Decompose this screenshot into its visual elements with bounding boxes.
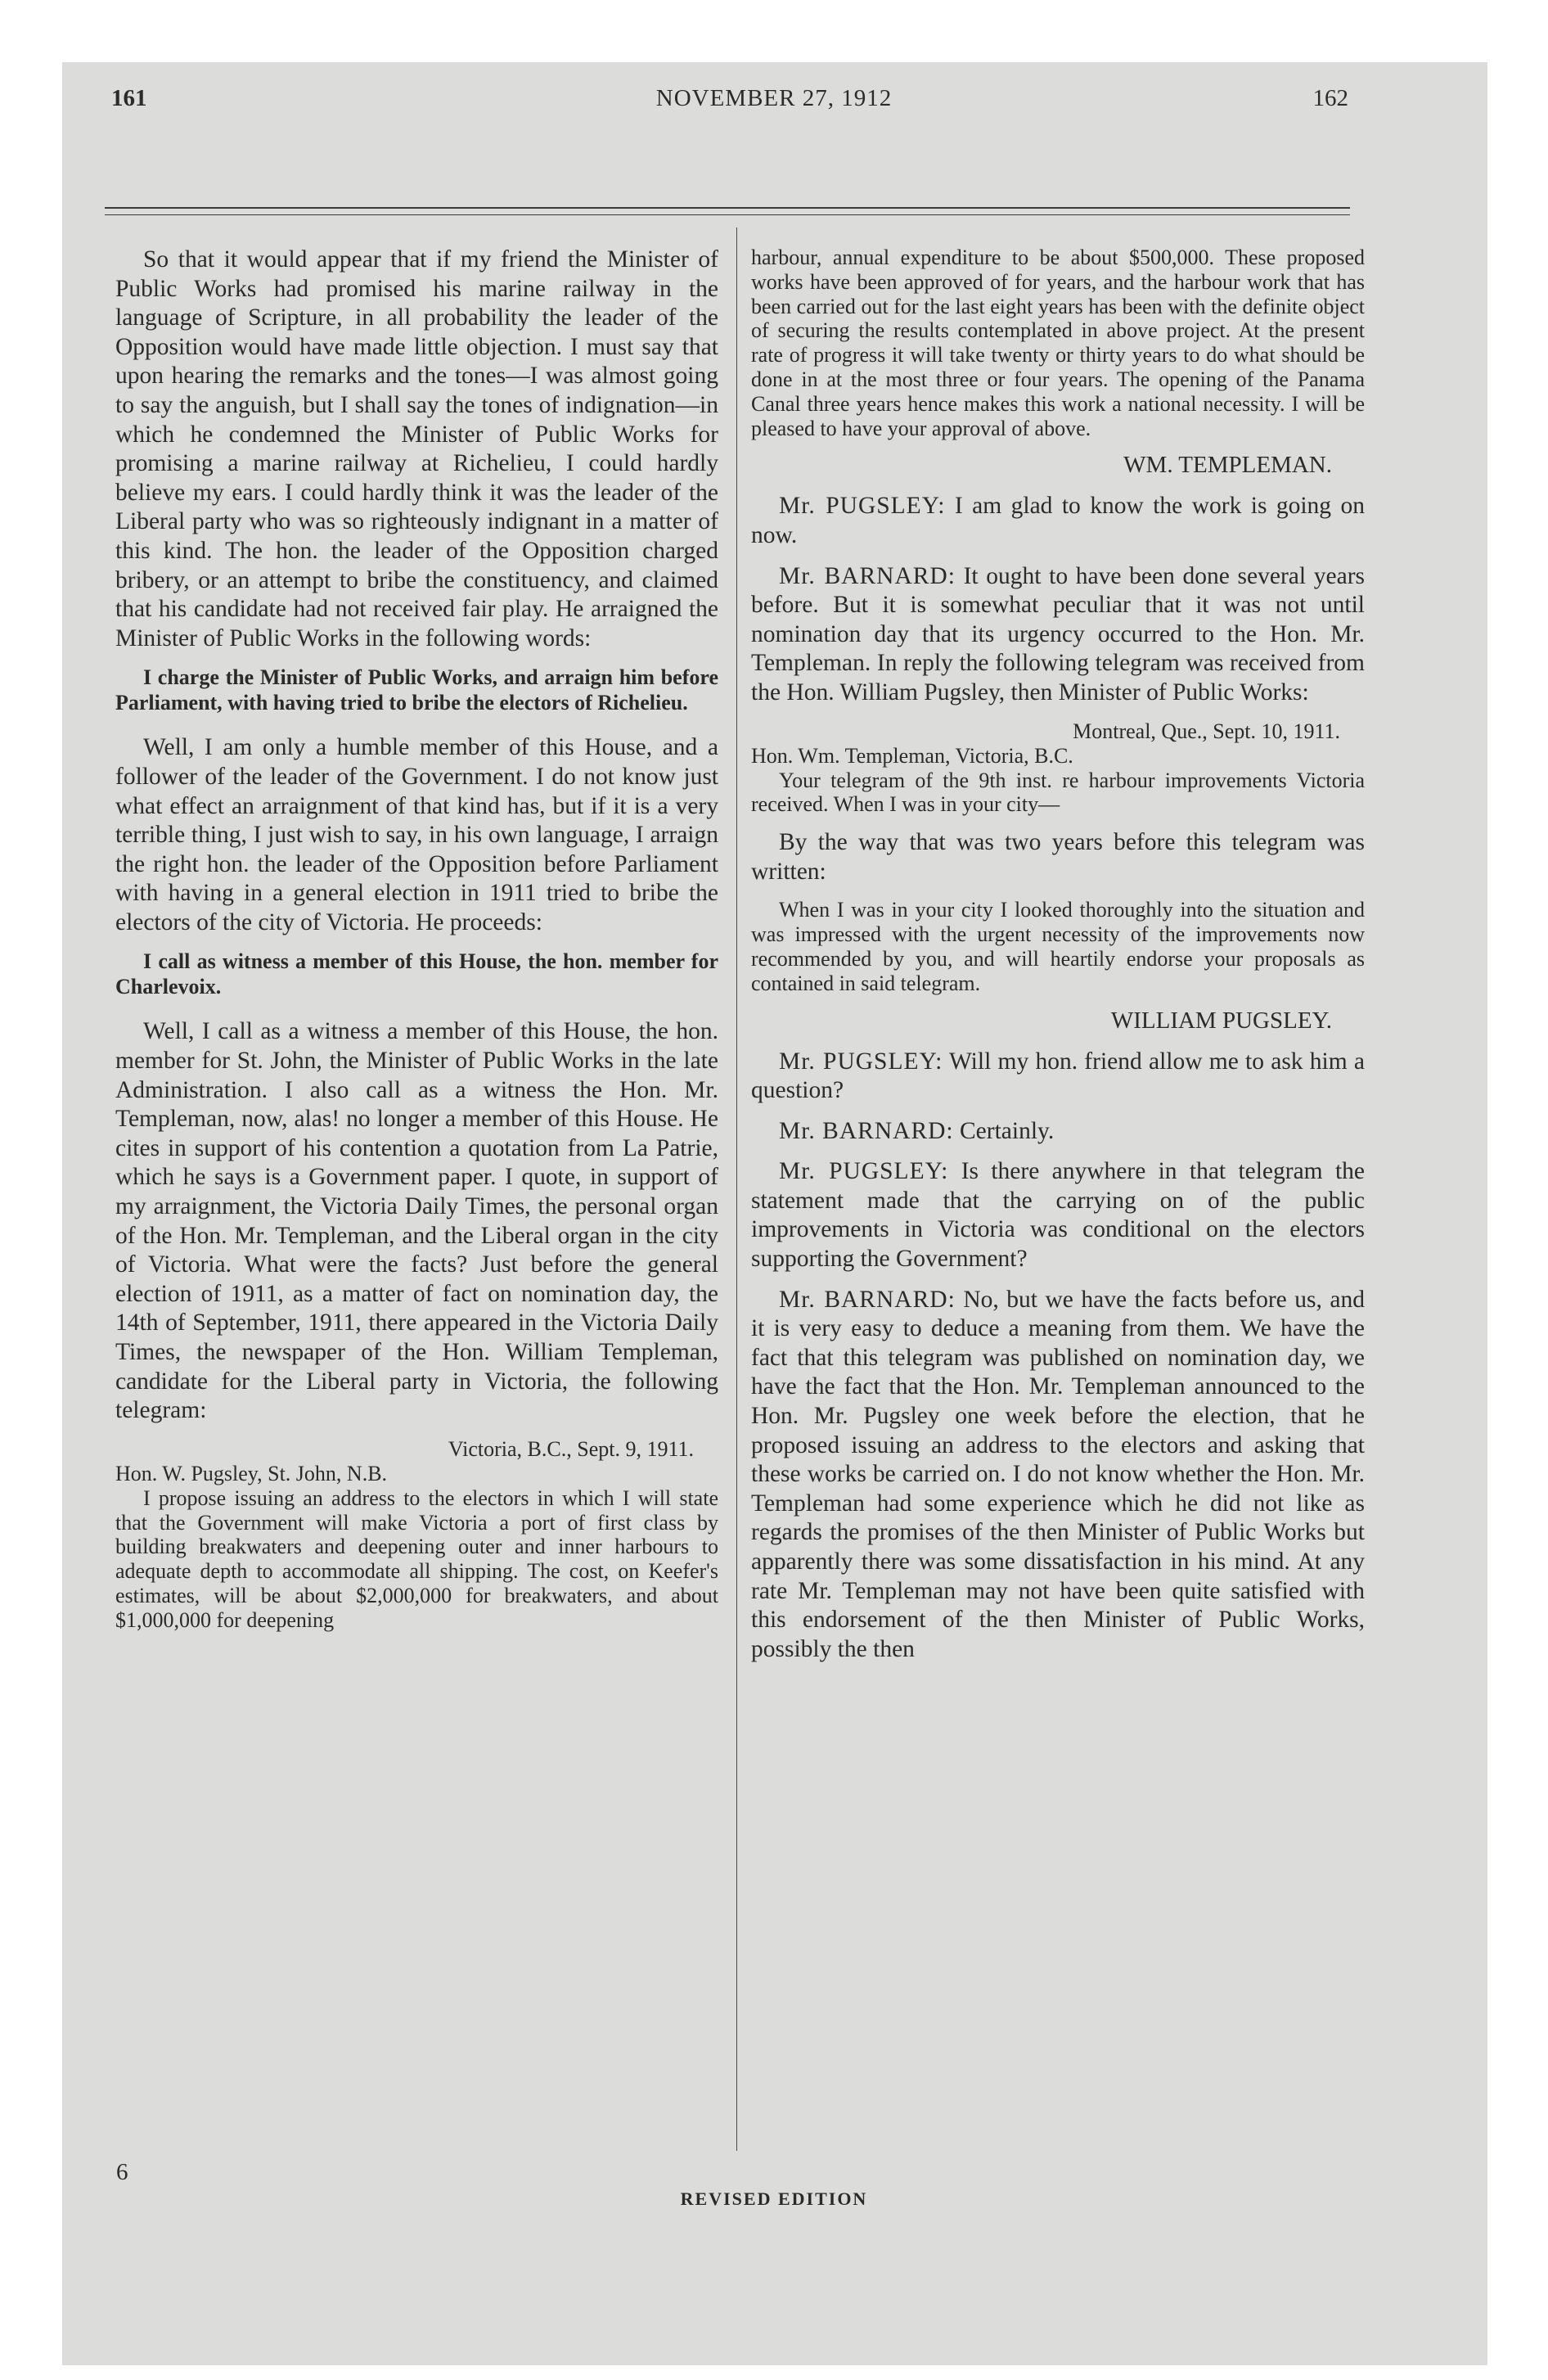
telegram-dateline: Montreal, Que., Sept. 10, 1911. bbox=[1073, 719, 1340, 743]
header-rule-thin bbox=[105, 214, 1350, 215]
telegram-body: Your telegram of the 9th inst. re harbour improvements Victoria received. When I was in your city— bbox=[751, 768, 1365, 817]
header-rule-thick bbox=[105, 207, 1350, 209]
speech-paragraph bbox=[751, 492, 1365, 550]
speech-paragraph bbox=[751, 1117, 1365, 1147]
speech-paragraph bbox=[751, 1157, 1365, 1273]
telegram-body: When I was in your city I looked thoroughly into the situation and was impressed with the urgent necessity of the improvements now recommended by you, and will heartily endorse your proposals as contained in said telegram. bbox=[751, 898, 1365, 995]
speaker-name: Mr. PUGSLEY: bbox=[779, 1158, 949, 1185]
telegram-address: Hon. Wm. Templeman, Victoria, B.C. bbox=[751, 743, 1073, 768]
page-number-left: 161 bbox=[111, 85, 147, 111]
telegram-signature: WILLIAM PUGSLEY. bbox=[1110, 1007, 1332, 1034]
speaker-name: Mr. PUGSLEY: bbox=[779, 1048, 943, 1075]
speech-text: Certainly. bbox=[960, 1117, 1055, 1144]
right-column bbox=[751, 246, 1365, 1675]
quoted-charge: I charge the Minister of Public Works, and arraign him before Parliament, with having tried to bribe the electors of Richelieu. bbox=[115, 665, 718, 715]
paragraph: So that it would appear that if my friend the Minister of Public Works had promised his marine railway in the language of Scripture, in all probability the leader of the Opposition would have made little objection. I must say that upon hearing the remarks and the tones—I was almost going to say the anguish, but I shall say the tones of indignation—in which he condemned the Minister of Public Works for promising a marine railway at Richelieu, I could hardly believe my ears. I could hardly think it was the leader of the Liberal party who was so righteously indignant in a matter of this kind. The hon. the leader of the Opposition charged bribery, or an attempt to bribe the constituency, and claimed that his candidate had not received fair play. He arraigned the Minister of Public Works in the following words: bbox=[115, 246, 718, 651]
speaker-name: Mr. BARNARD: bbox=[779, 1286, 956, 1313]
speaker-name: Mr. BARNARD: bbox=[779, 1117, 954, 1144]
speaker-name: Mr. BARNARD: bbox=[779, 562, 956, 589]
paragraph: Well, I call as a witness a member of this House, the hon. member for St. John, the Minister of Public Works in the late Administration. I also call as a witness the Hon. Mr. Templeman, now, alas! no longer a member of this House. He cites in support of his contention a quotation from La Patrie, which he says is a Government paper. I quote, in support of my arraignment, the Victoria Daily Times, the personal organ of the Hon. Mr. Templeman, and the Liberal organ in the city of Victoria. What were the facts? Just before the general election of 1911, as a matter of fact on nomination day, the 14th of September, 1911, there appeared in the Victoria Daily Times, the newspaper of the Hon. William Templeman, candidate for the Liberal party in Victoria, the following telegram: bbox=[115, 1018, 718, 1424]
paragraph: By the way that was two years before this telegram was written: bbox=[751, 829, 1365, 885]
quoted-witness: I call as witness a member of this House, the hon. member for Charlevoix. bbox=[115, 949, 718, 999]
speech-text: No, but we have the facts before us, and it is very easy to deduce a meaning from them. We have the fact that this telegram was published on nomination day, we have the fact that the Hon. Mr. Templeman announced to the Hon. Mr. Pugsley one week before the election, that he proposed issuing an address to the electors and asking that these works be carried on. I do not know whether the Hon. Mr. Templeman had some experience which he did not like as regards the promises of the then Minister of Public Works but apparently there was some dissatisfaction in his mind. At any rate Mr. Templeman may not have been quite satisfied with this endorsement of the then Minister of Public Works, possibly the then bbox=[751, 1286, 1365, 1662]
telegram-dateline: Victoria, B.C., Sept. 9, 1911. bbox=[448, 1436, 694, 1461]
telegram-body-continued: harbour, annual expenditure to be about $500,000. These proposed works have been approved of for years, and the harbour work that has been carried out for the last eight years has been with the definite object of securing the results contemplated in above project. At the present rate of progress it will take twenty or thirty years to do what should be done in at the most three or four years. The opening of the Panama Canal three years hence makes this work a national necessity. I will be pleased to have your approval of above. bbox=[751, 246, 1365, 440]
speech-text: Is there anywhere in that telegram the statement made that the carrying on of the public improvements in Victoria was conditional on the electors supporting the Government? bbox=[751, 1158, 1365, 1273]
edition-footer: REVISED EDITION bbox=[680, 2188, 868, 2209]
page-number-right: 162 bbox=[1312, 85, 1348, 111]
column-divider bbox=[736, 228, 737, 2151]
telegram-body: I propose issuing an address to the electors in which I will state that the Government will make Victoria a port of first class by building breakwaters and deepening outer and inner harbours to adequate depth to accommodate all shipping. The cost, on Keefer's estimates, will be about $2,000,000 for breakwaters, and about $1,000,000 for deepening bbox=[115, 1485, 718, 1632]
left-column bbox=[115, 246, 718, 1644]
telegram-signature: WM. TEMPLEMAN. bbox=[1123, 452, 1332, 479]
speech-paragraph bbox=[751, 1286, 1365, 1665]
speech-paragraph bbox=[751, 1048, 1365, 1106]
speech-text: Will my hon. friend allow me to ask him a question? bbox=[751, 1048, 1366, 1104]
signature-mark: 6 bbox=[116, 2159, 128, 2185]
telegram-address: Hon. W. Pugsley, St. John, N.B. bbox=[115, 1461, 388, 1485]
paragraph: Well, I am only a humble member of this House, and a follower of the leader of the Government. I do not know just what effect an arraignment of that kind has, but if it is a very terrible thing, I just wish to say, in his own language, I arraign the right hon. the leader of the Opposition before Parliament with having in a general election in 1911 tried to bribe the electors of the city of Victoria. He proceeds: bbox=[115, 734, 718, 935]
speaker-name: Mr. PUGSLEY: bbox=[779, 493, 946, 520]
speech-paragraph bbox=[751, 562, 1365, 708]
speech-text: It ought to have been done several years before. But it is somewhat peculiar that it was not until nomination day that its urgency occurred to the Hon. Mr. Templeman. In reply the following telegram was received from the Hon. William Pugsley, then Minister of Public Works: bbox=[751, 562, 1365, 705]
page-date-header: NOVEMBER 27, 1912 bbox=[655, 85, 893, 111]
speech-text: I am glad to know the work is going on now. bbox=[751, 493, 1365, 548]
